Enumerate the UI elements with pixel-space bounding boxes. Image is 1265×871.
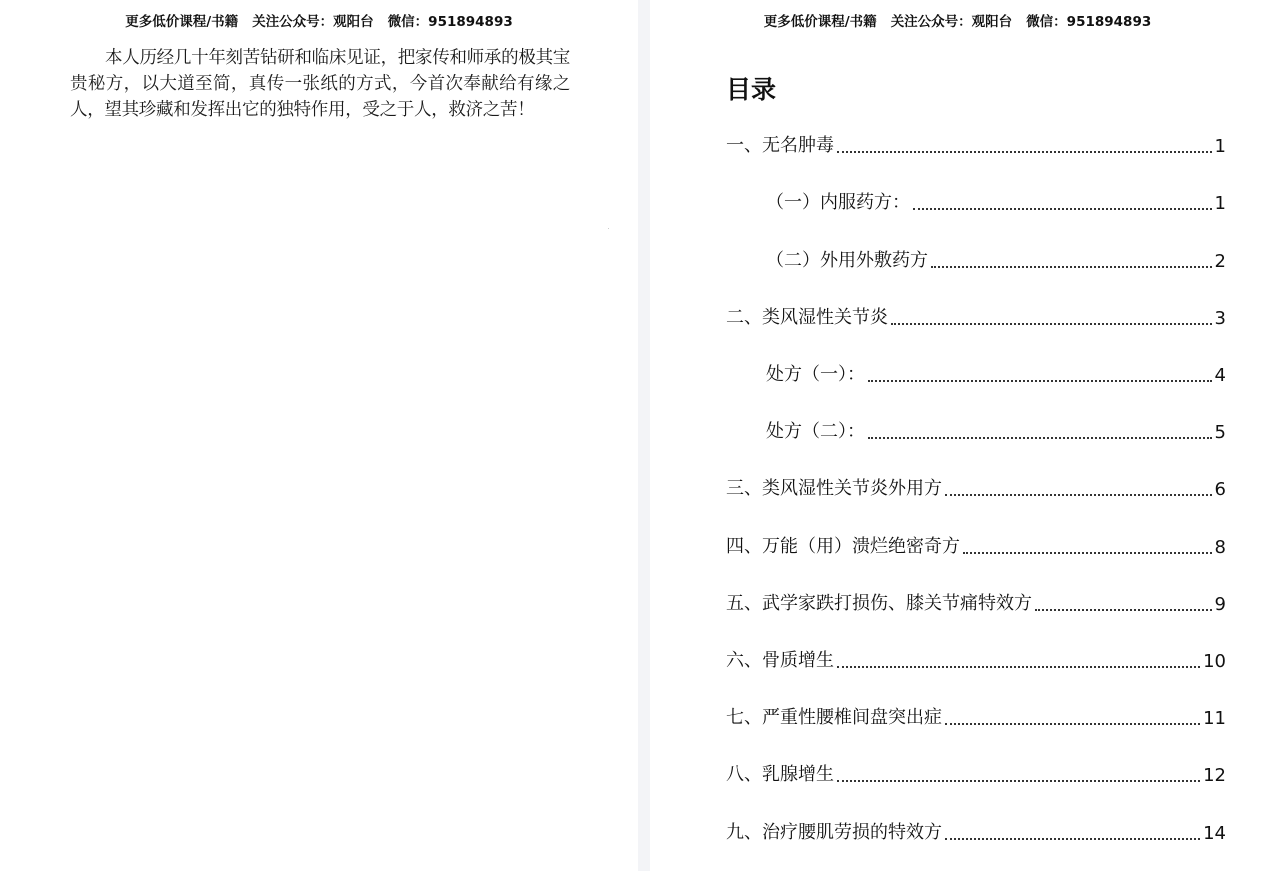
- toc-entry[interactable]: [726, 177, 1226, 234]
- toc-page-number: 1: [1214, 136, 1226, 158]
- header-courses: 更多低价课程/书籍: [763, 14, 877, 30]
- toc-entry[interactable]: [726, 520, 1226, 577]
- toc-page-number: 8: [1214, 536, 1226, 558]
- toc-title: 目录: [726, 75, 777, 104]
- toc-entry-title: 六、骨质增生: [726, 649, 834, 671]
- toc-entry-title: 三、类风湿性关节炎外用方: [726, 478, 942, 500]
- header-wechat: 微信：951894893: [1026, 14, 1152, 30]
- toc-leader-dots: [868, 437, 1212, 439]
- toc-leader-dots: [913, 208, 1212, 210]
- toc-entry[interactable]: [726, 120, 1226, 177]
- toc-leader-dots: [837, 780, 1200, 782]
- toc-entry-title: 五、武学家跌打损伤、膝关节痛特效方: [726, 592, 1032, 614]
- toc-entry[interactable]: [726, 463, 1226, 520]
- toc-entry-title: 八、乳腺增生: [726, 764, 834, 786]
- page-gutter: [638, 0, 650, 871]
- toc-entry-title: 处方（一）：: [766, 363, 865, 385]
- toc-entry[interactable]: [726, 692, 1226, 749]
- toc-leader-dots: [837, 151, 1212, 153]
- toc-page-number: 1: [1214, 193, 1226, 215]
- toc-leader-dots: [868, 380, 1212, 382]
- toc-leader-dots: [837, 666, 1200, 668]
- toc-entry[interactable]: [726, 406, 1226, 463]
- toc-page-number: 10: [1203, 650, 1226, 672]
- toc-entry[interactable]: [726, 578, 1226, 635]
- toc-page-number: 11: [1203, 708, 1226, 730]
- toc-page-number: 6: [1214, 479, 1226, 501]
- toc-leader-dots: [1035, 609, 1212, 611]
- toc-leader-dots: [945, 723, 1200, 725]
- toc-entry[interactable]: [726, 635, 1226, 692]
- toc-leader-dots: [931, 266, 1212, 268]
- toc-entry[interactable]: [726, 234, 1226, 291]
- page-header: [0, 10, 638, 30]
- toc-entry-title: （二）外用外敷药方: [766, 249, 928, 271]
- toc-entry[interactable]: [726, 749, 1226, 806]
- right-page: [650, 0, 1265, 871]
- toc-page-number: 9: [1214, 593, 1226, 615]
- toc-entry-title: 二、类风湿性关节炎: [726, 306, 888, 328]
- toc-page-number: 2: [1214, 250, 1226, 272]
- toc-entry-title: （一）内服药方：: [766, 192, 910, 214]
- header-courses: 更多低价课程/书籍: [125, 14, 239, 30]
- toc-leader-dots: [891, 323, 1212, 325]
- toc-entry-title: 处方（二）：: [766, 421, 865, 443]
- toc-leader-dots: [945, 494, 1212, 496]
- intro-paragraph: 本人历经几十年刻苦钻研和临床见证，把家传和师承的极其宝贵秘方，以大道至简，真传一张纸的方式，今首次奉献给有缘之人，望其珍藏和发挥出它的独特作用，受之于人，救济之苦！: [70, 48, 570, 120]
- scan-speck: [608, 228, 609, 229]
- toc-entry[interactable]: [726, 292, 1226, 349]
- toc-entry-title: 一、无名肿毒: [726, 135, 834, 157]
- toc-entry-title: 四、万能（用）溃烂绝密奇方: [726, 535, 960, 557]
- header-wechat: 微信：951894893: [387, 14, 513, 30]
- toc-entry-title: 九、治疗腰肌劳损的特效方: [726, 821, 942, 843]
- toc-leader-dots: [963, 552, 1212, 554]
- toc-page-number: 12: [1203, 765, 1226, 787]
- toc-page-number: 5: [1214, 422, 1226, 444]
- toc-page-number: 3: [1214, 307, 1226, 329]
- page-header: [650, 10, 1265, 30]
- toc-entry-title: 七、严重性腰椎间盘突出症: [726, 707, 942, 729]
- toc-leader-dots: [945, 838, 1200, 840]
- header-account: 关注公众号：观阳台: [252, 14, 374, 30]
- toc-entry[interactable]: [726, 806, 1226, 863]
- header-account: 关注公众号：观阳台: [890, 14, 1013, 30]
- toc-page-number: 4: [1214, 364, 1226, 386]
- toc-entry[interactable]: [726, 349, 1226, 406]
- toc-page-number: 14: [1203, 822, 1226, 844]
